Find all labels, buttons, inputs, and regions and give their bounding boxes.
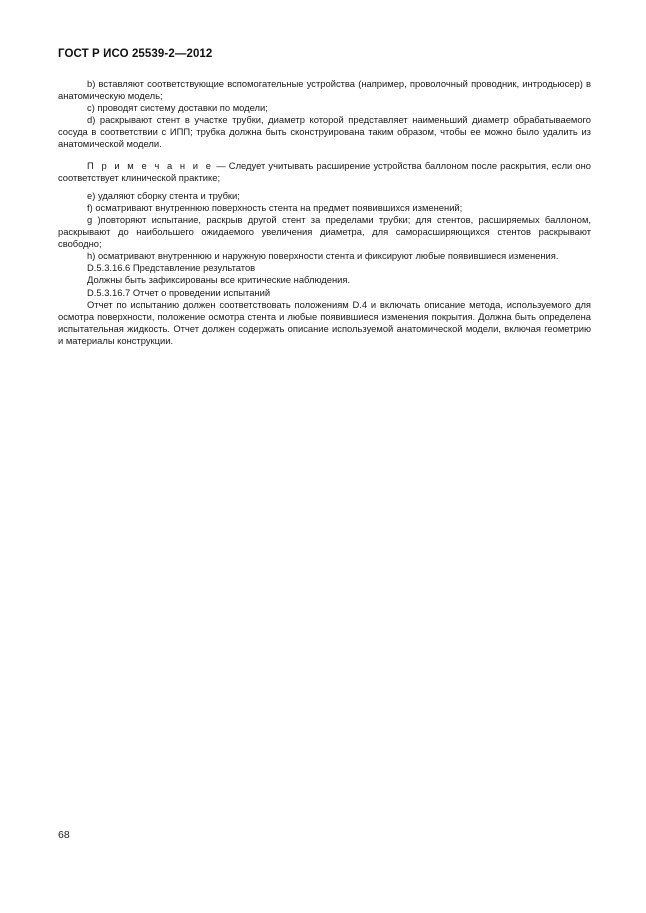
section-text-results: Должны быть зафиксированы все критические наблюдения.: [87, 274, 351, 286]
list-item-b: b) вставляют соответствующие вспомогательные устройства (например, проволочный проводник, интродьюсер) в анатомическую модель;: [58, 78, 591, 102]
list-item-h: h) осматривают внутреннюю и наружную поверхности стента и фиксируют любые появившиеся изменения.: [87, 250, 559, 262]
note-label: П р и м е ч а н и е: [87, 159, 214, 171]
note-paragraph: [58, 160, 591, 184]
document-body: [58, 78, 591, 347]
list-item-f: f) осматривают внутреннюю поверхность стента на предмет появившихся изменений;: [87, 201, 463, 213]
list-item-g: g )повторяют испытание, раскрыв другой стент за пределами трубки; для стентов, расширяемых баллоном, раскрывают до наибольшего ожидаемого увеличения диаметра, для саморасширяющихся стентов раскрывают свободно;: [58, 213, 591, 250]
list-item-e: e) удаляют сборку стента и трубки;: [87, 189, 240, 201]
section-heading-report: D.5.3.16.7 Отчет о проведении испытаний: [87, 286, 271, 298]
list-item-c: c) проводят систему доставки по модели;: [87, 102, 268, 114]
section-text-report: Отчет по испытанию должен соответствовать положениям D.4 и включать описание метода, используемого для осмотра поверхности, положение осмотра стента и любые появившиеся изменения покрытия. Должна быть определена испытательная жидкость. Отчет должен содержать описание используемой анатомической модели, включая геометрию и материалы конструкции.: [58, 298, 591, 346]
document-header: ГОСТ Р ИСО 25539-2—2012: [58, 48, 213, 60]
note-text: — Следует учитывать расширение устройства баллоном после раскрытия, если оно соответствует клинической практике;: [58, 159, 591, 183]
page-number: 68: [58, 829, 70, 841]
list-item-d: d) раскрывают стент в участке трубки, диаметр которой представляет наименьший диаметр обрабатываемого сосуда в соответствии с ИПП; трубка должна быть сконструирована таким образом, чтобы ее можно было удалить из анатомической модели.: [58, 114, 591, 150]
section-heading-results: D.5.3.16.6 Представление результатов: [87, 262, 256, 274]
